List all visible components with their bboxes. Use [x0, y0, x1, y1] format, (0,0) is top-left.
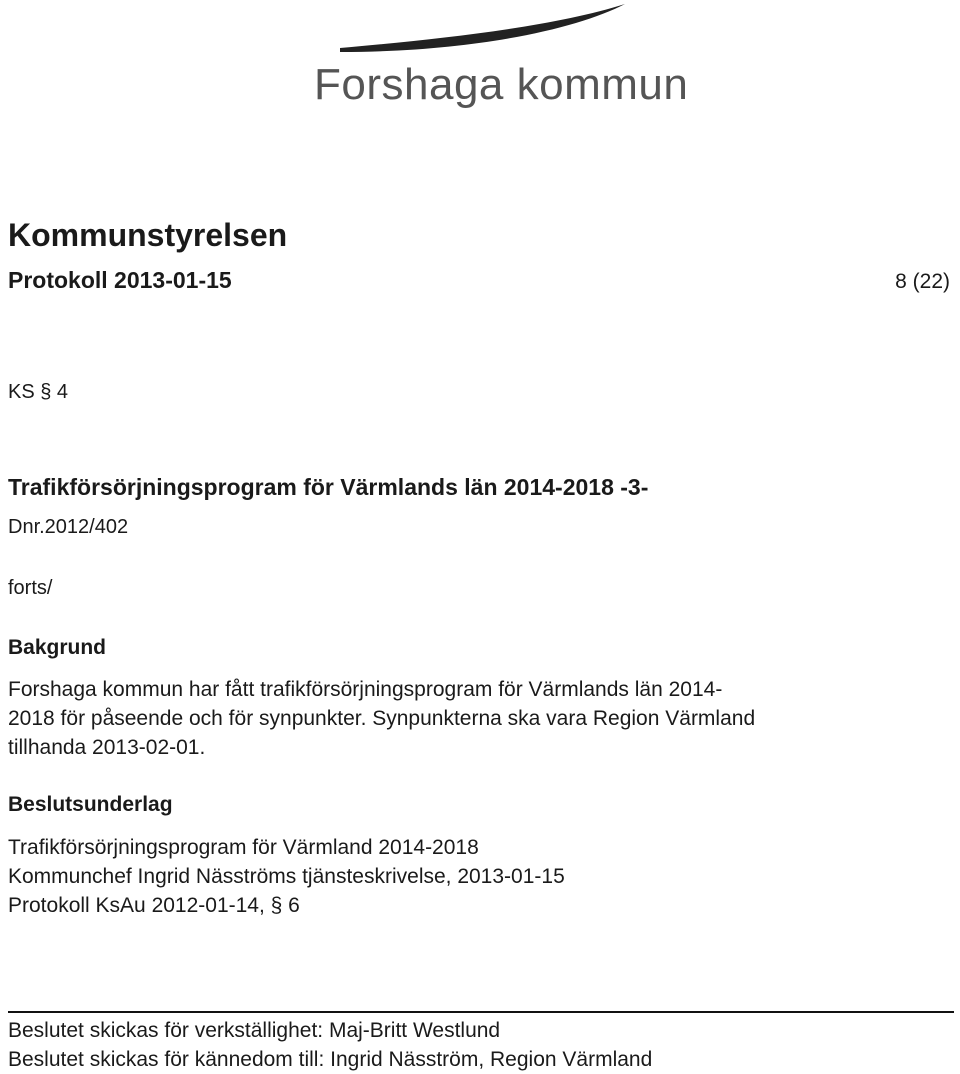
logo-wordmark: Forshaga kommun — [314, 60, 689, 109]
diary-number: Dnr.2012/402 — [8, 516, 129, 538]
distribution-line: Beslutet skickas för verkställighet: Maj-Britt Westlund — [8, 1019, 501, 1042]
background-heading: Bakgrund — [8, 636, 107, 659]
organization-title: Kommunstyrelsen — [8, 217, 288, 253]
distribution-divider — [8, 1011, 954, 1013]
decision-basis-list — [8, 833, 565, 920]
municipality-logo — [300, 0, 689, 120]
case-reference: KS § 4 — [8, 381, 69, 403]
list-item: Kommunchef Ingrid Näsströms tjänsteskrivelse, 2013-01-15 — [8, 865, 565, 888]
paragraph-line: 2018 för påseende och för synpunkter. Synpunkterna ska vara Region Värmland — [8, 707, 756, 730]
list-item: Trafikförsörjningsprogram för Värmland 2014-2018 — [8, 836, 479, 859]
decision-basis-heading: Beslutsunderlag — [8, 793, 173, 816]
continued-marker: forts/ — [8, 577, 53, 599]
distribution-line: Beslutet skickas för kännedom till: Ingrid Näsström, Region Värmland — [8, 1048, 653, 1071]
distribution-list — [8, 1016, 652, 1074]
page-number: 8 (22) — [895, 270, 950, 293]
paragraph-line: tillhanda 2013-02-01. — [8, 736, 206, 759]
item-title: Trafikförsörjningsprogram för Värmlands län 2014-2018 -3- — [8, 474, 649, 500]
protocol-title: Protokoll 2013-01-15 — [8, 267, 232, 293]
background-paragraph — [8, 675, 755, 762]
paragraph-line: Forshaga kommun har fått trafikförsörjningsprogram för Värmlands län 2014- — [8, 678, 723, 701]
list-item: Protokoll KsAu 2012-01-14, § 6 — [8, 894, 300, 917]
